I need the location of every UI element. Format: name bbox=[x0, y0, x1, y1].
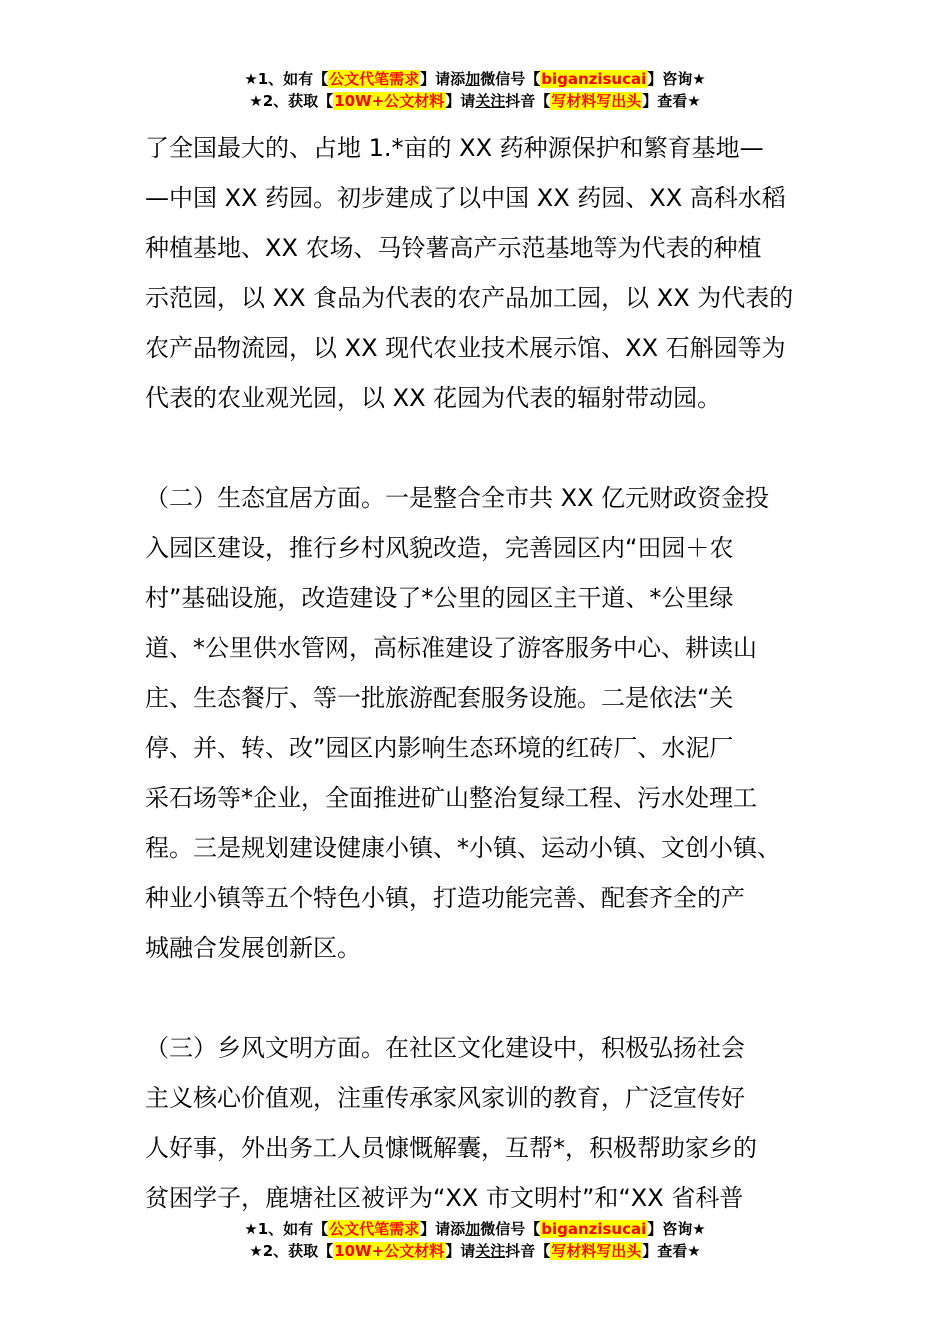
text-line: 贫困学子，鹿塘社区被评为“XX 市文明村”和“XX 省科普 bbox=[145, 1184, 744, 1212]
highlight-text: 写材料写出头 bbox=[551, 92, 642, 110]
paragraph-2 bbox=[145, 473, 815, 973]
text-line: 城融合发展创新区。 bbox=[145, 934, 361, 962]
text-line: 道、*公里供水管网，高标准建设了游客服务中心、耕读山 bbox=[145, 634, 757, 662]
banner-line-1 bbox=[0, 1218, 950, 1240]
paragraph-3 bbox=[145, 1023, 815, 1223]
banner-line-2 bbox=[0, 90, 950, 112]
banner-text: 】咨询★ bbox=[647, 1220, 706, 1238]
banner-text: ★2、获取【 bbox=[249, 92, 334, 110]
text-line: 示范园，以 XX 食品为代表的农产品加工园，以 XX 为代表的 bbox=[145, 284, 794, 312]
banner-text: ★1、如有【 bbox=[244, 1220, 329, 1238]
highlight-text: 写材料写出头 bbox=[551, 1242, 642, 1260]
text-line: 采石场等*企业，全面推进矿山整治复绿工程、污水处理工 bbox=[145, 784, 757, 812]
highlight-text: 10W+公文材料 bbox=[334, 1242, 445, 1260]
text-line: （三）乡风文明方面。在社区文化建设中，积极弘扬社会 bbox=[145, 1034, 745, 1062]
emphasis-text: 关注 bbox=[475, 1242, 506, 1260]
banner-text: 】请 bbox=[445, 92, 476, 110]
highlight-text: biganzisucai bbox=[541, 1220, 647, 1238]
document-body bbox=[145, 123, 815, 1223]
banner-text: 】查看★ bbox=[642, 1242, 701, 1260]
text-line: 停、并、转、改”园区内影响生态环境的红砖厂、水泥厂 bbox=[145, 734, 734, 762]
banner-text: 微信号【 bbox=[480, 1220, 541, 1238]
text-line: 种业小镇等五个特色小镇，打造功能完善、配套齐全的产 bbox=[145, 884, 745, 912]
paragraph-1 bbox=[145, 123, 815, 423]
banner-text: 】咨询★ bbox=[647, 70, 706, 88]
banner-line-2 bbox=[0, 1240, 950, 1262]
text-line: 人好事，外出务工人员慷慨解囊，互帮*，积极帮助家乡的 bbox=[145, 1134, 757, 1162]
banner-text: 】请添 bbox=[420, 70, 466, 88]
banner-text: 】请添 bbox=[420, 1220, 466, 1238]
text-line: 种植基地、XX 农场、马铃薯高产示范基地等为代表的种植 bbox=[145, 234, 762, 262]
text-line: 程。三是规划建设健康小镇、*小镇、运动小镇、文创小镇、 bbox=[145, 834, 781, 862]
text-line: 农产品物流园，以 XX 现代农业技术展示馆、XX 石斛园等为 bbox=[145, 334, 786, 362]
footer-banner bbox=[0, 1218, 950, 1262]
text-line: （二）生态宜居方面。一是整合全市共 XX 亿元财政资金投 bbox=[145, 484, 770, 512]
banner-text: 微信号【 bbox=[480, 70, 541, 88]
paragraph-gap bbox=[145, 423, 815, 473]
highlight-text: biganzisucai bbox=[541, 70, 647, 88]
banner-text: 抖音【 bbox=[505, 92, 551, 110]
banner-text: ★2、获取【 bbox=[249, 1242, 334, 1260]
banner-text: 】查看★ bbox=[642, 92, 701, 110]
highlight-text: 公文代笔需求 bbox=[329, 1220, 420, 1238]
text-line: 入园区建设，推行乡村风貌改造，完善园区内“田园＋农 bbox=[145, 534, 734, 562]
highlight-text: 10W+公文材料 bbox=[334, 92, 445, 110]
text-line: 村”基础设施，改造建设了*公里的园区主干道、*公里绿 bbox=[145, 584, 734, 612]
banner-text: 】请 bbox=[445, 1242, 476, 1260]
banner-text: ★1、如有【 bbox=[244, 70, 329, 88]
text-line: 庄、生态餐厅、等一批旅游配套服务设施。二是依法“关 bbox=[145, 684, 734, 712]
highlight-text: 公文代笔需求 bbox=[329, 70, 420, 88]
text-line: 了全国最大的、占地 1.*亩的 XX 药种源保护和繁育基地— bbox=[145, 134, 764, 162]
emphasis-text: 关注 bbox=[475, 92, 506, 110]
banner-line-1 bbox=[0, 68, 950, 90]
emphasis-text: 加 bbox=[465, 70, 481, 88]
text-line: 代表的农业观光园，以 XX 花园为代表的辐射带动园。 bbox=[145, 384, 722, 412]
header-banner bbox=[0, 68, 950, 112]
emphasis-text: 加 bbox=[465, 1220, 481, 1238]
text-line: 主义核心价值观，注重传承家风家训的教育，广泛宣传好 bbox=[145, 1084, 745, 1112]
banner-text: 抖音【 bbox=[505, 1242, 551, 1260]
text-line: —中国 XX 药园。初步建成了以中国 XX 药园、XX 高科水稻 bbox=[145, 184, 786, 212]
paragraph-gap bbox=[145, 973, 815, 1023]
